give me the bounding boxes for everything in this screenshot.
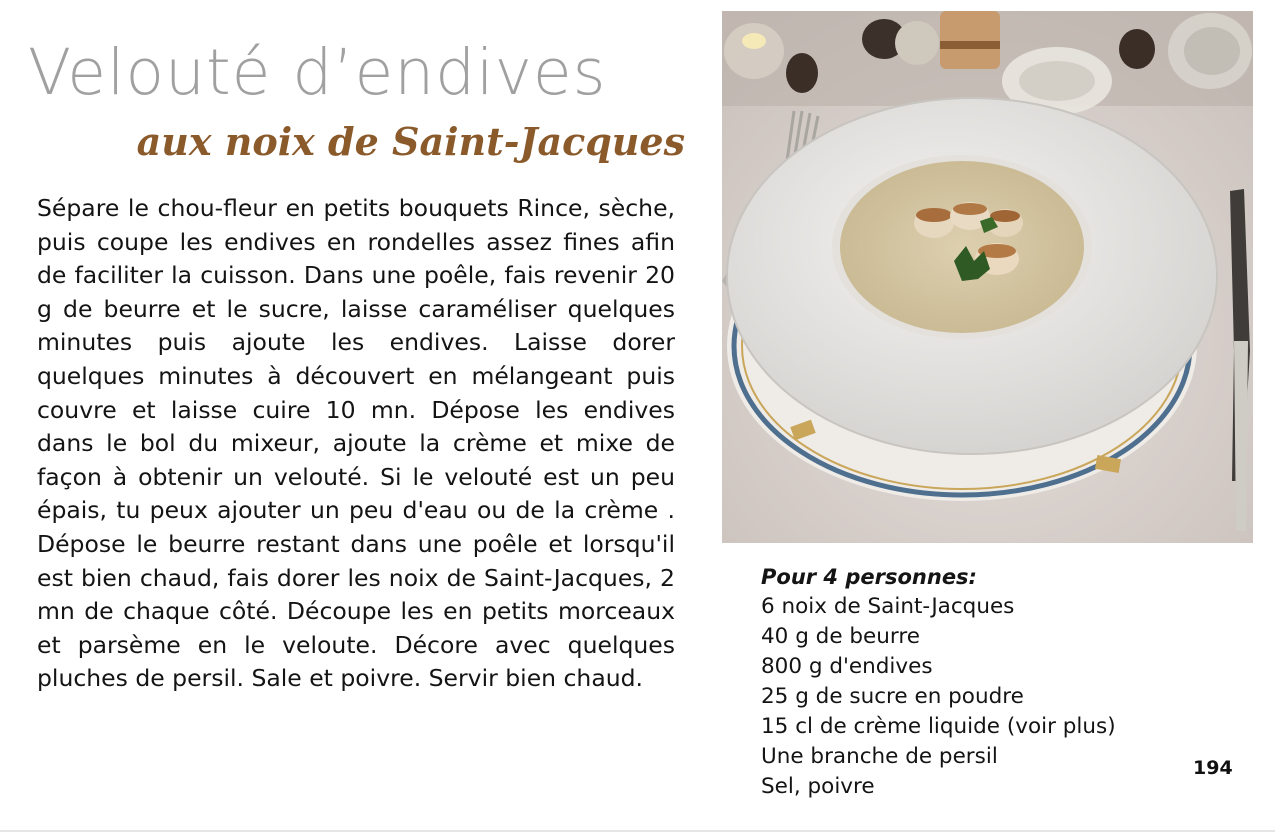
ingredients-panel [761, 562, 1181, 802]
ingredient-item: Sel, poivre [761, 774, 875, 799]
velouté-plate-illustration [722, 11, 1253, 543]
ingredient-item: 15 cl de crème liquide (voir plus) [761, 714, 1116, 739]
page-number: 194 [1193, 757, 1233, 779]
ingredient-item: 40 g de beurre [761, 624, 920, 649]
recipe-instructions: Sépare le chou-fleur en petits bouquets Rince, sèche, puis coupe les endives en rondelles assez fines afin de faciliter la cuisson. Dans une poêle, fais revenir 20 g de beurre et le sucre, laisse caraméliser quelques minutes puis ajoute les endives. Laisse dorer quelques minutes à découvert en mélangeant puis couvre et laisse cuire 10 mn. Dépose les endives dans le bol du mixeur, ajoute la crème et mixe de façon à obtenir un velouté. Si le velouté est un peu épais, tu peux ajouter un peu d'eau ou de la crème . Dépose le beurre restant dans une poêle et lorsqu'il est bien chaud, fais dorer les noix de Saint-Jacques, 2 mn de chaque côté. Découpe les en petits morceaux et parsème en le veloute. Décore avec quelques pluches de persil. Sale et poivre. Servir bien chaud. [37, 194, 675, 693]
dish-photo [722, 11, 1253, 543]
recipe-subtitle: aux noix de Saint-Jacques [136, 119, 685, 164]
bottom-divider [0, 830, 1275, 832]
ingredient-item: 6 noix de Saint-Jacques [761, 594, 1015, 619]
ingredient-item: Une branche de persil [761, 744, 998, 769]
servings-heading: Pour 4 personnes: [761, 565, 977, 589]
ingredient-item: 25 g de sucre en poudre [761, 684, 1024, 709]
recipe-title: Velouté d’endives [28, 36, 607, 109]
ingredient-list [761, 592, 1181, 802]
ingredient-item: 800 g d'endives [761, 654, 933, 679]
